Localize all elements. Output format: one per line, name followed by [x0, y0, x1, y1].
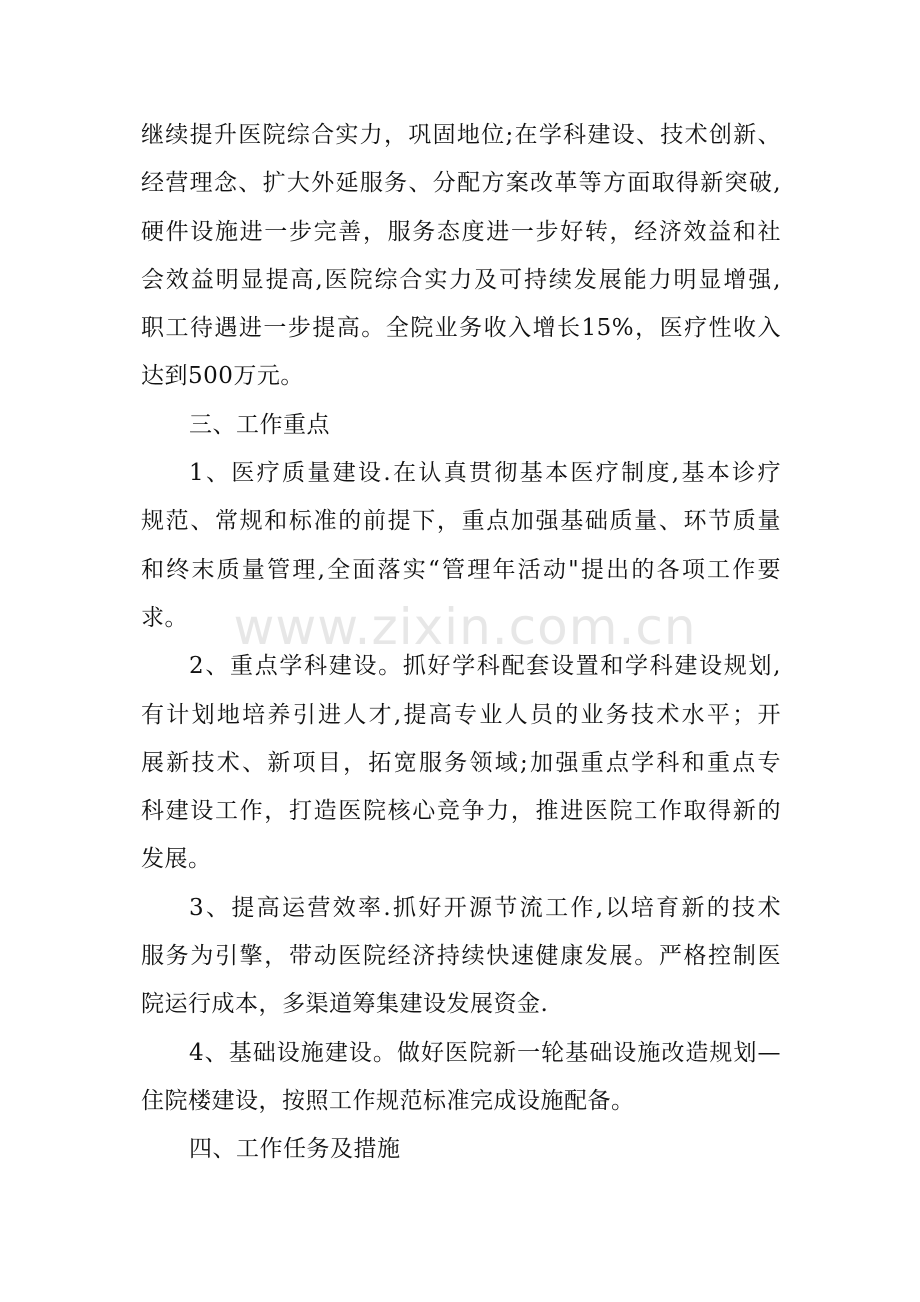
body-line: 有计划地培养引进人才,提高专业人员的业务技术水平；开 — [141, 701, 781, 728]
list-item-3-line: 3、提高运营效率.抓好开源节流工作,以培育新的技术 — [189, 894, 781, 921]
list-item-4-line: 4、基础设施建设。做好医院新一轮基础设施改造规划— — [189, 1039, 781, 1066]
list-item-2-line: 2、重点学科建设。抓好学科配套设置和学科建设规划, — [189, 653, 781, 680]
body-line: 达到500万元。 — [141, 363, 304, 390]
body-line: 求。 — [141, 604, 188, 631]
body-line: 展新技术、新项目，拓宽服务领域;加强重点学科和重点专 — [141, 749, 781, 776]
body-line: 继续提升医院综合实力，巩固地位;在学科建设、技术创新、 — [141, 122, 781, 148]
body-line: 住院楼建设，按照工作规范标准完成设施配备。 — [141, 1087, 635, 1114]
body-line: 院运行成本，多渠道筹集建设发展资金. — [141, 991, 549, 1018]
list-item-1-line: 1、医疗质量建设.在认真贯彻基本医疗制度,基本诊疗 — [189, 460, 781, 487]
body-line: 规范、常规和标准的前提下，重点加强基础质量、环节质量 — [141, 508, 781, 535]
document-body — [141, 111, 781, 1174]
section-heading: 三、工作重点 — [189, 411, 330, 438]
body-line: 和终末质量管理,全面落实“管理年活动"提出的各项工作要 — [141, 556, 781, 583]
body-line: 硬件设施进一步完善，服务态度进一步好转，经济效益和社 — [141, 218, 781, 245]
watermark: www.zixin.com.cn — [233, 598, 697, 656]
section-heading: 四、工作任务及措施 — [189, 1136, 401, 1163]
body-line: 会效益明显提高,医院综合实力及可持续发展能力明显增强, — [141, 266, 781, 293]
body-line: 经营理念、扩大外延服务、分配方案改革等方面取得新突破, — [141, 170, 781, 197]
body-line: 发展。 — [141, 846, 212, 873]
body-line: 职工待遇进一步提高。全院业务收入增长15%，医疗性收入 — [141, 315, 781, 342]
body-line: 服务为引擎，带动医院经济持续快速健康发展。严格控制医 — [141, 943, 781, 970]
body-line: 科建设工作，打造医院核心竞争力，推进医院工作取得新的 — [141, 798, 781, 825]
